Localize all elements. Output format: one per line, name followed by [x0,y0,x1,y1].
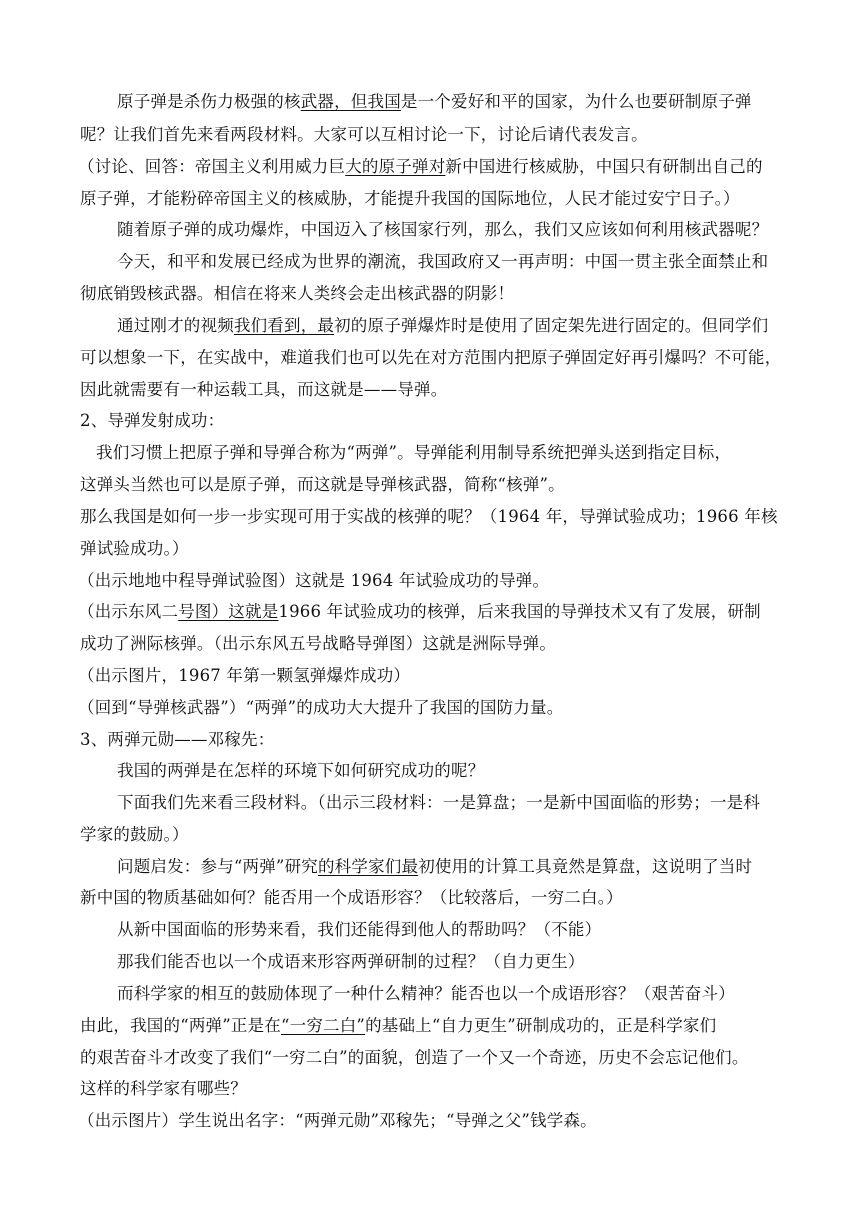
paragraph-line [78,570,790,592]
paragraph-line [80,1015,790,1037]
text-run: 3、两弹元勋——邓稼先： [80,730,275,749]
text-run: 彻底销毁核武器。相信在将来人类终会走出核武器的阴影！ [80,284,515,303]
text-run: 那我们能否也以一个成语来形容两弹研制的过程？（自力更生） [117,952,585,971]
paragraph-line [78,665,790,687]
text-run: 弹试验成功。） [80,539,189,558]
text-run: 从新中国面临的形势来看，我们还能得到他人的帮助吗？（不能） [117,920,602,939]
text-run: （出示图片，1967 年第一颗氢弹爆炸成功） [78,666,411,685]
paragraph-line [80,283,790,305]
text-run: 随着原子弹的成功爆炸，中国迈入了核国家行列，那么，我们又应该如何利用核武器呢？ [117,220,769,239]
text-run: 下面我们先来看三段材料。（出示三段材料：一是算盘；一是新中国面临的形势；一是科 [117,793,761,812]
paragraph-line [80,506,790,528]
text-run: 而科学家的相互的鼓励体现了一种什么精神？能否也以一个成语形容？（艰苦奋斗） [117,984,735,1003]
text-run: 初使用的计算工具竟然是算盘，这说明了当时 [418,857,753,876]
paragraph-line [80,1078,790,1100]
text-run: 可以想象一下，在实战中，难道我们也可以先在对方范围内把原子弹固定好再引爆吗？不可能， [80,348,782,367]
paragraph-line [80,824,790,846]
text-run: （讨论、回答：帝国主义利用威力巨 [78,157,346,176]
text-run: 学家的鼓励。） [80,825,189,844]
text-run: 原子弹，才能粉碎帝国主义的核威胁，才能提升我国的国际地位，人民才能过安宁日子。） [80,189,740,208]
paragraph-line [80,887,790,909]
text-run: 2、导弹发射成功： [80,411,225,430]
underlined-text: 大的原子弹对 [345,157,446,176]
text-run: 新中国进行核威胁，中国只有研制出自己的 [445,157,763,176]
paragraph-line [80,124,790,146]
text-run: 通过刚才的视频 [117,316,234,335]
underlined-text: 号图）这就是 [178,602,279,621]
text-run: 今天，和平和发展已经成为世界的潮流，我国政府又一再声明：中国一贯主张全面禁止和 [117,252,769,271]
section-heading [80,729,790,751]
underlined-text: 的科学家们最 [317,857,419,876]
text-run: 的艰苦奋斗才改变了我们“一穷二白”的面貌，创造了一个又一个奇迹，历史不会忘记他们。 [80,1048,749,1067]
text-run: （回到“导弹核武器”）“两弹”的成功大大提升了我国的国防力量。 [78,698,564,717]
underlined-text: “一穷二白” [280,1016,366,1035]
paragraph-line [117,251,790,273]
paragraph-line [78,156,790,178]
paragraph-line [78,697,790,719]
paragraph-line [117,219,790,241]
text-run: 是一个爱好和平的国家，为什么也要研制原子弹 [400,92,752,111]
text-run: 的基础上“自力更生”研制成功的，正是科学家们 [365,1016,717,1035]
paragraph-line [117,760,790,782]
paragraph-line [117,856,790,878]
paragraph-line [78,1110,790,1132]
text-run: 因此就需要有一种运载工具，而这就是——导弹。 [80,380,448,399]
paragraph-line [80,538,790,560]
text-run: 新中国的物质基础如何？能否用一个成语形容？（比较落后，一穷二白。） [80,888,623,907]
paragraph-line [80,188,790,210]
paragraph-line [117,792,790,814]
text-run: 这弹头当然也可以是原子弹，而这就是导弹核武器，简称“核弹”。 [80,475,565,494]
paragraph-line [117,951,790,973]
paragraph-line [117,91,790,113]
text-run: 1966 年试验成功的核弹，后来我国的导弹技术又有了发展，研制 [278,602,761,621]
underlined-text: 我们看到，最 [233,316,335,335]
paragraph-line [78,601,790,623]
text-run: （出示地地中程导弹试验图）这就是 1964 年试验成功的导弹。 [78,571,550,590]
paragraph-line [117,983,790,1005]
paragraph-line [117,315,790,337]
text-run: 由此，我国的“两弹”正是在 [80,1016,281,1035]
text-run: 初的原子弹爆炸时是使用了固定架先进行固定的。但同学们 [334,316,769,335]
paragraph-line [96,442,790,464]
paragraph-line [80,347,790,369]
text-run: 那么我国是如何一步一步实现可用于实战的核弹的呢？（1964 年，导弹试验成功；1966 年核 [80,507,778,526]
section-heading [80,410,790,432]
text-run: 问题启发：参与“两弹”研究 [117,857,318,876]
text-run: 我们习惯上把原子弹和导弹合称为“两弹”。导弹能利用制导系统把弹头送到指定目标， [96,443,732,462]
paragraph-line [80,474,790,496]
paragraph-line [80,379,790,401]
text-run: （出示东风二 [78,602,179,621]
text-run: （出示图片）学生说出名字：“两弹元勋”邓稼先；“导弹之父”钱学森。 [78,1111,597,1130]
paragraph-line [117,919,790,941]
text-run: 原子弹是杀伤力极强的核 [117,92,301,111]
text-run: 我国的两弹是在怎样的环境下如何研究成功的呢？ [117,761,485,780]
text-run: 成功了洲际核弹。（出示东风五号战略导弹图）这就是洲际导弹。 [80,634,557,653]
paragraph-line [80,1047,790,1069]
text-run: 这样的科学家有哪些？ [80,1079,247,1098]
text-run: 呢？让我们首先来看两段材料。大家可以互相讨论一下，讨论后请代表发言。 [80,125,648,144]
paragraph-line [80,633,790,655]
underlined-text: 武器，但我国 [300,92,401,111]
